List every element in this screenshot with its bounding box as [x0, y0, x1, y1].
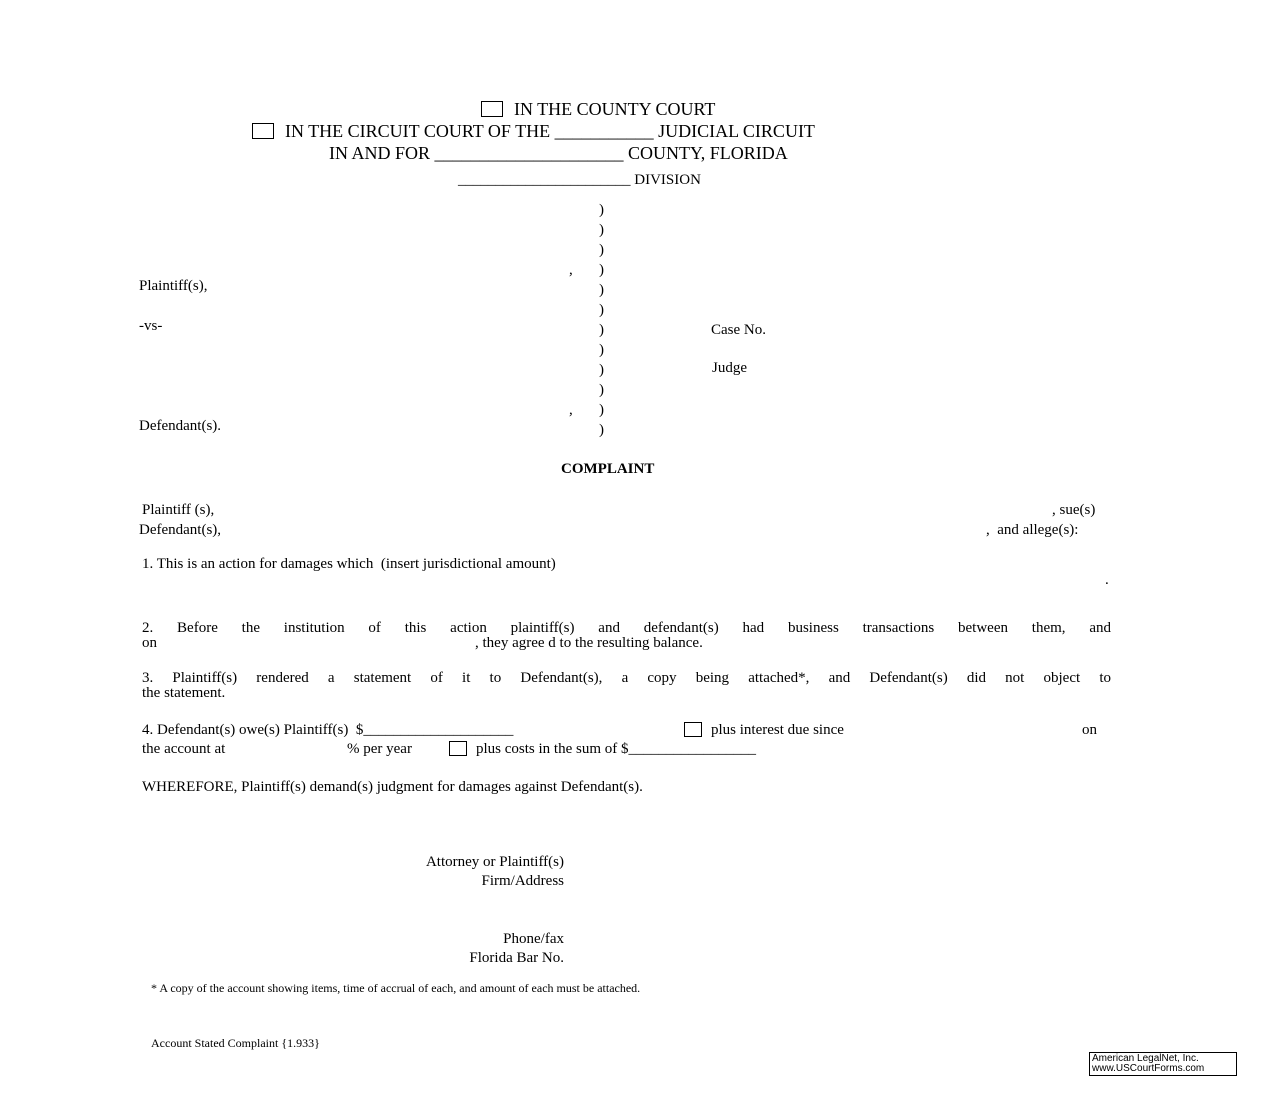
division-heading: _______________________ DIVISION	[458, 172, 701, 188]
paragraph-2-line-1: 2. Before the institution of this action plaintiff(s) and defendant(s) had business transactions between them, and	[142, 620, 1111, 636]
caption-paren: )	[599, 422, 604, 438]
caption-paren: )	[599, 222, 604, 238]
phone-fax-label: Phone/fax	[503, 931, 564, 947]
caption-paren: )	[599, 402, 604, 418]
firm-address-label: Firm/Address	[481, 873, 564, 889]
caption-paren: )	[599, 382, 604, 398]
paragraph-4-on: on	[1082, 722, 1097, 738]
caption-paren: )	[599, 282, 604, 298]
paragraph-3-line-1: 3. Plaintiff(s) rendered a statement of it to Defendant(s), a copy being attached*, and Defendant(s) did not object to	[142, 670, 1111, 686]
publisher-url: www.USCourtForms.com	[1092, 1063, 1205, 1074]
intro-sues: , sue(s)	[1052, 502, 1096, 518]
paragraph-4-per-year: % per year	[347, 741, 412, 757]
plaintiff-name-comma: ,	[569, 262, 573, 278]
circuit-court-checkbox[interactable]	[252, 123, 274, 139]
paragraph-3-line-2: the statement.	[142, 685, 226, 701]
intro-defendant: Defendant(s),	[139, 522, 222, 538]
caption-paren: )	[599, 202, 604, 218]
county-court-checkbox[interactable]	[481, 101, 503, 117]
florida-bar-label: Florida Bar No.	[469, 950, 564, 966]
circuit-court-heading: IN THE CIRCUIT COURT OF THE ___________ JUDICIAL CIRCUIT	[285, 121, 815, 141]
interest-checkbox[interactable]	[684, 722, 702, 737]
caption-paren: )	[599, 342, 604, 358]
vs-label: -vs-	[139, 318, 163, 334]
defendant-name-comma: ,	[569, 402, 573, 418]
costs-checkbox[interactable]	[449, 741, 467, 756]
publisher-stamp	[1089, 1052, 1237, 1076]
county-court-heading: IN THE COUNTY COURT	[514, 99, 716, 119]
intro-plaintiff: Plaintiff (s),	[142, 502, 215, 518]
county-florida-heading: IN AND FOR _____________________ COUNTY, FLORIDA	[329, 143, 788, 163]
paragraph-4-costs: plus costs in the sum of $_________________	[476, 741, 756, 757]
paragraph-2-line-2: , they agree d to the resulting balance.	[475, 635, 703, 651]
paragraph-4-account-at: the account at	[142, 741, 226, 757]
form-identifier: Account Stated Complaint {1.933}	[151, 1036, 320, 1050]
attorney-label: Attorney or Plaintiff(s)	[425, 854, 564, 870]
case-no-label: Case No.	[711, 322, 766, 338]
intro-alleges: , and allege(s):	[986, 522, 1079, 538]
caption-paren: )	[599, 362, 604, 378]
paragraph-1-period: .	[1105, 572, 1109, 588]
caption-paren: )	[599, 302, 604, 318]
paragraph-1: 1. This is an action for damages which (insert jurisdictional amount)	[142, 556, 556, 572]
paragraph-4-interest: plus interest due since	[711, 722, 844, 738]
paragraph-2-on: on	[142, 635, 157, 651]
caption-paren: )	[599, 322, 604, 338]
plaintiffs-label: Plaintiff(s),	[139, 278, 208, 294]
defendants-label: Defendant(s).	[139, 418, 222, 434]
footnote: * A copy of the account showing items, time of accrual of each, and amount of each must be attached.	[151, 981, 641, 995]
paragraph-4-owes: 4. Defendant(s) owe(s) Plaintiff(s) $____________________	[142, 722, 514, 738]
wherefore-clause: WHEREFORE, Plaintiff(s) demand(s) judgment for damages against Defendant(s).	[142, 779, 643, 795]
document-title: COMPLAINT	[561, 461, 655, 477]
judge-label: Judge	[712, 360, 747, 376]
caption-paren: )	[599, 242, 604, 258]
publisher-name: American LegalNet, Inc.	[1092, 1053, 1199, 1064]
caption-paren: )	[599, 262, 604, 278]
